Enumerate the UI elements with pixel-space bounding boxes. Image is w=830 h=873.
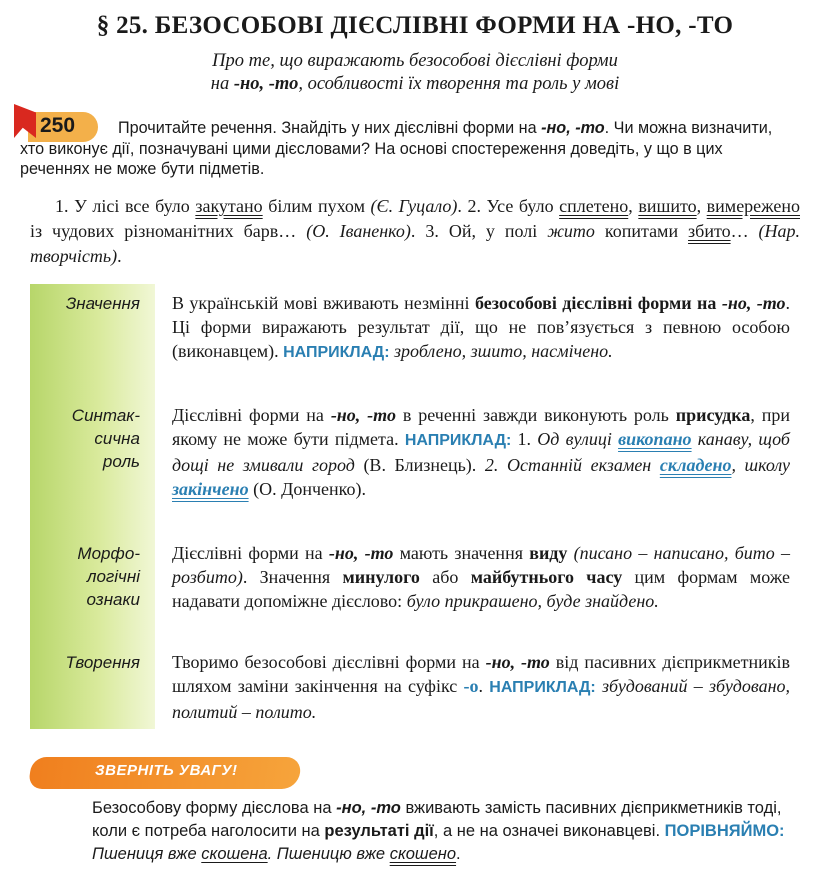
- section-subtitle: [0, 50, 830, 96]
- row-label-meaning: Значення: [65, 294, 140, 313]
- row-text-morphology: Дієслівні форми на -но, -то мають значення виду (писано – написано, бито – розбито). Значення минулого або майбутнього часу цим формам може надавати допоміжне дієслово: було прикрашено, буде знайдено.: [172, 543, 790, 611]
- predicate-word: вимережено: [706, 196, 800, 216]
- row-text-syntax: Дієслівні форми на -но, -то в реченні завжди виконують роль присудка, при якому не може бути підмета. НАПРИКЛАД: 1. Од вулиці викопано канаву, щоб дощі не змивали город (В. Близнець). 2. Останній екзамен складено, школу закінчено (О. Донченко).: [172, 405, 791, 499]
- section-title: § 25. БЕЗОСОБОВІ ДІЄСЛІВНІ ФОРМИ НА -НО, -ТО: [96, 12, 734, 39]
- row-label-syntax: Синтак- сична роль: [71, 406, 140, 471]
- exercise-task: Прочитайте речення. Знайдіть у них дієслівні форми на -но, -то. Чи можна визначити, хто виконує дії, позначувані цими дієсловами? На основі спостереження доведіть, у що в цих реченнях не може бути підметів.: [20, 119, 773, 178]
- row-label-formation: Творення: [65, 653, 140, 672]
- exercise-sentences: 1. У лісі все було закутано білим пухом (Є. Гуцало). 2. Усе було сплетено, вишито, вимережено із чудових різноманітних барв… (О. Іваненко). 3. Ой, у полі жито копитами збито… (Нар. творчість).: [30, 196, 801, 266]
- row-text-meaning: В українській мові вживають незмінні безособові дієслівні форми на -но, -то. Ці форми виражають результат дії, що не пов’язується з певною особою (виконавцем). НАПРИКЛАД: зроблено, зшито, насмічено.: [172, 293, 791, 361]
- attention-note: Безособову форму дієслова на -но, -то вживають замість пасивних дієприкметників тоді, коли є потреба наголосити на результаті дії, а не на означеі виконавцеві. ПОРІВНЯЙМО: Пшениця вже скошена. Пшеницю вже скошено.: [92, 799, 785, 863]
- exercise-number: 250: [40, 114, 76, 137]
- predicate-word: закутано: [195, 196, 263, 216]
- predicate-word: збито: [688, 221, 731, 241]
- subtitle-line-1: Про те, що виражають безособові дієслівні форми: [212, 51, 618, 71]
- predicate-word: складено: [659, 455, 732, 475]
- row-label-morphology: Морфо- логічні ознаки: [77, 544, 140, 609]
- row-text-formation: Творимо безособові дієслівні форми на -но, -то від пасивних дієприкметників шляхом заміни закінчення на суфікс -о. НАПРИКЛАД: збудований – збудовано, политий – полито.: [172, 652, 791, 722]
- predicate-word: сплетено: [559, 196, 629, 216]
- predicate-word: викопано: [618, 429, 692, 449]
- predicate-word: закінчено: [172, 479, 249, 499]
- attention-label: ЗВЕРНІТЬ УВАГУ!: [95, 762, 238, 779]
- subtitle-line-2: на -но, -то, особливості їх творення та роль у мові: [210, 74, 620, 94]
- predicate-word: вишито: [638, 196, 697, 216]
